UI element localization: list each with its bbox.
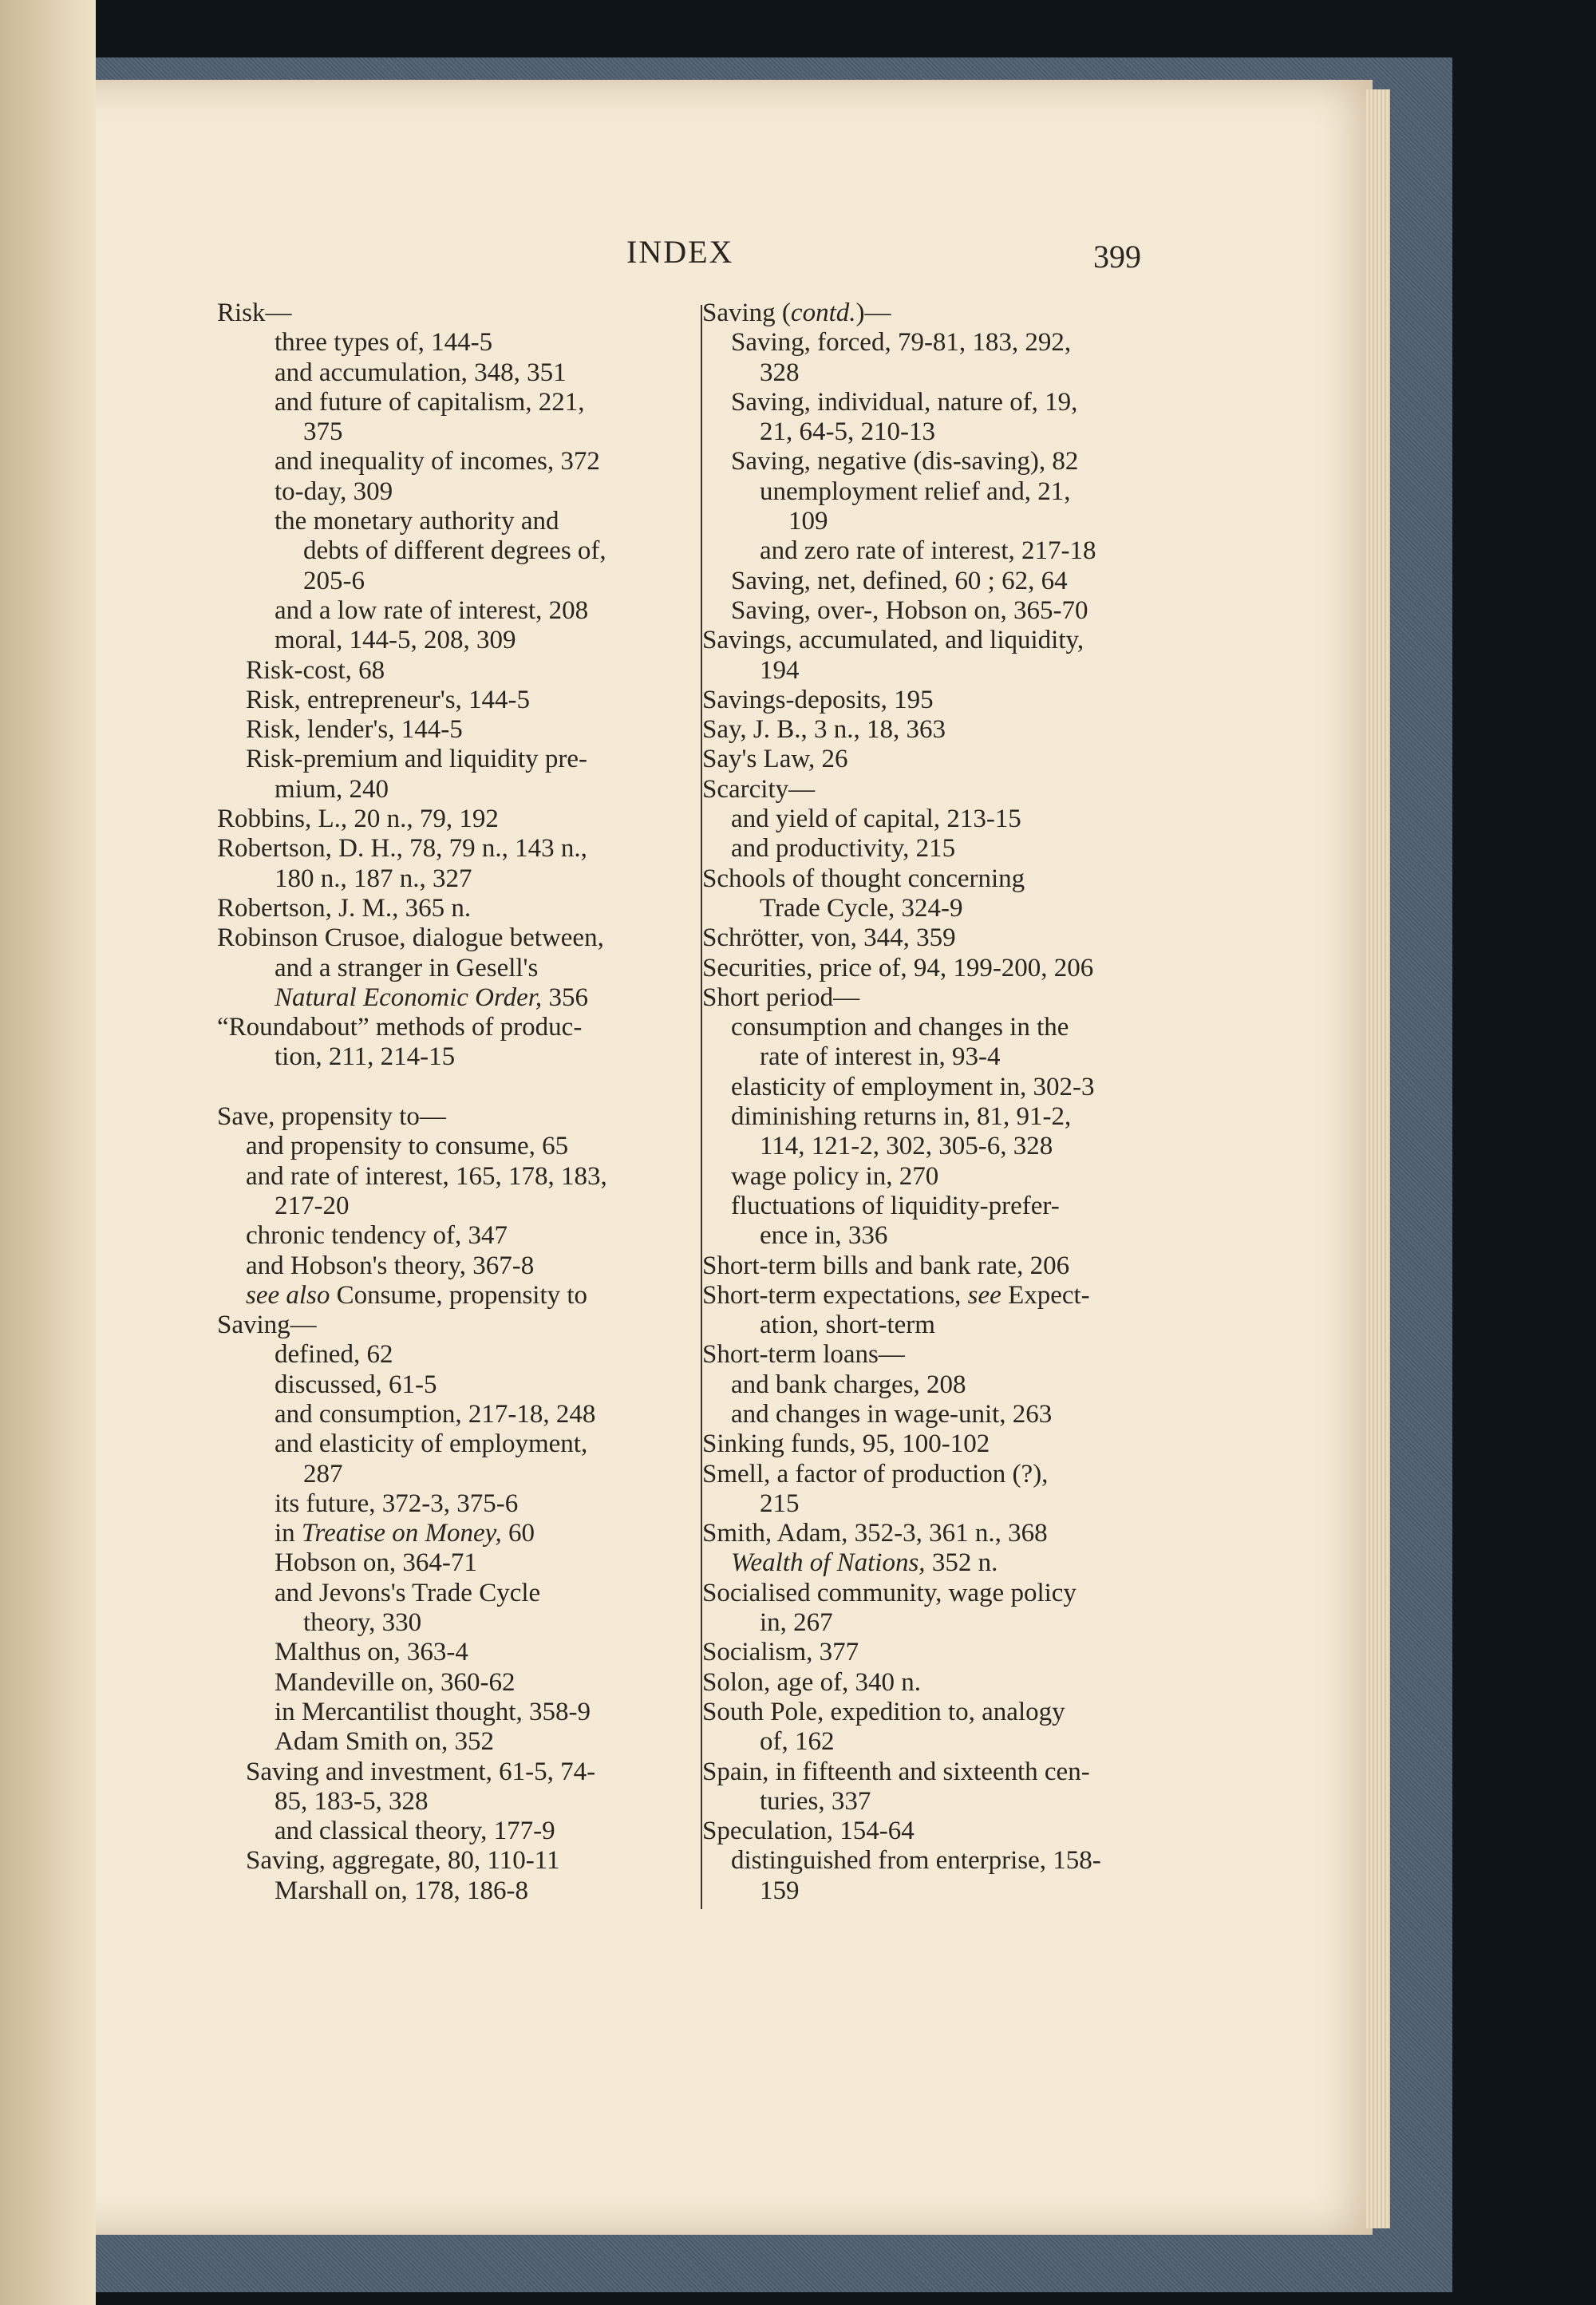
contd-marker: contd.	[790, 299, 856, 327]
index-subentry: consumption and changes in the	[731, 1013, 1069, 1042]
index-subentry	[217, 1519, 672, 1548]
index-continuation: 21, 64-5, 210-13	[760, 417, 935, 447]
index-continuation: 114, 121-2, 302, 305-6, 328	[760, 1132, 1053, 1161]
index-entry: Spain, in fifteenth and sixteenth cen-	[702, 1757, 1090, 1786]
index-subentry: three types of, 144-5	[275, 328, 493, 358]
index-entry: Saving, negative (dis-saving), 82	[731, 447, 1079, 476]
index-subentry: and a low rate of interest, 208	[275, 595, 589, 625]
index-subentry: and zero rate of interest, 217-18	[760, 536, 1096, 566]
index-subentry: and classical theory, 177-9	[275, 1817, 555, 1846]
index-entry: Saving, over-, Hobson on, 365-70	[731, 595, 1088, 625]
index-subentry: distinguished from enterprise, 158-	[731, 1846, 1101, 1876]
index-entry: Sinking funds, 95, 100-102	[702, 1429, 990, 1459]
index-entry: Save, propensity to—	[217, 1102, 446, 1132]
index-entry: Saving—	[217, 1311, 317, 1340]
index-subentry: discussed, 61-5	[275, 1370, 437, 1399]
spacer	[217, 1073, 672, 1102]
index-continuation: and a stranger in Gesell's	[275, 953, 539, 982]
index-subentry	[217, 1281, 672, 1311]
index-column-left	[217, 299, 672, 1906]
index-continuation: 109	[788, 507, 828, 536]
index-continuation: turies, 337	[760, 1786, 871, 1816]
page-ref: 60	[501, 1519, 535, 1548]
index-entry	[702, 1281, 1165, 1311]
index-entry: Socialism, 377	[702, 1638, 859, 1667]
index-entry: Robbins, L., 20 n., 79, 192	[217, 805, 499, 834]
index-subentry: Mandeville on, 360-62	[275, 1667, 516, 1697]
entry-text: Short-term expectations,	[702, 1280, 968, 1310]
index-entry: Socialised community, wage policy	[702, 1578, 1077, 1607]
index-continuation: 85, 183-5, 328	[275, 1786, 429, 1816]
index-continuation: of, 162	[760, 1727, 835, 1757]
index-entry: Short-term loans—	[702, 1340, 905, 1370]
index-entry: Robertson, J. M., 365 n.	[217, 893, 472, 923]
index-entry	[702, 299, 1165, 328]
index-entry: Say's Law, 26	[702, 745, 848, 774]
index-entry: Speculation, 154-64	[702, 1817, 915, 1846]
page-ref: 356	[542, 982, 588, 1012]
book-title: Wealth of Nations,	[731, 1548, 926, 1578]
page-ref: 352 n.	[925, 1548, 998, 1578]
index-subentry: Adam Smith on, 352	[275, 1727, 495, 1757]
index-continuation: 215	[760, 1489, 800, 1518]
index-entry: Risk-premium and liquidity pre-	[246, 745, 588, 774]
index-continuation: 287	[303, 1459, 343, 1489]
index-continuation	[217, 983, 672, 1013]
index-subentry: and consumption, 217-18, 248	[275, 1399, 596, 1429]
index-subentry: Malthus on, 363-4	[275, 1638, 468, 1667]
index-subentry: to-day, 309	[275, 476, 393, 506]
index-entry: Schrötter, von, 344, 359	[702, 923, 956, 953]
entry-text: Saving (	[702, 299, 791, 327]
index-subentry: and accumulation, 348, 351	[275, 358, 567, 387]
page-number: 399	[1093, 239, 1141, 275]
index-column-right	[702, 299, 1165, 1906]
index-continuation: 205-6	[303, 566, 365, 595]
book-title: Natural Economic Order,	[275, 982, 543, 1012]
index-entry: Say, J. B., 3 n., 18, 363	[702, 715, 946, 745]
running-head	[0, 233, 1596, 281]
index-subentry: elasticity of employment in, 302-3	[731, 1072, 1095, 1101]
index-continuation: 217-20	[275, 1191, 350, 1220]
cross-reference: see	[967, 1280, 1001, 1310]
index-entry: Short-term bills and bank rate, 206	[702, 1251, 1070, 1280]
cross-reference-target: Consume, propensity to	[330, 1280, 588, 1310]
index-entry: Saving, net, defined, 60 ; 62, 64	[731, 566, 1068, 595]
index-entry: Savings, accumulated, and liquidity,	[702, 626, 1084, 655]
index-subentry: and Jevons's Trade Cycle	[275, 1578, 541, 1607]
index-entry: Risk-cost, 68	[246, 655, 385, 685]
index-entry: Schools of thought concerning	[702, 864, 1025, 893]
page-title: INDEX	[626, 234, 734, 270]
index-subentry: moral, 144-5, 208, 309	[275, 626, 516, 655]
index-subentry: in Mercantilist thought, 358-9	[275, 1697, 591, 1726]
page-edges	[1366, 89, 1390, 2228]
index-continuation: debts of different degrees of,	[303, 536, 606, 566]
index-entry: South Pole, expedition to, analogy	[702, 1697, 1065, 1726]
index-continuation: tion, 211, 214-15	[275, 1042, 456, 1072]
index-entry: Risk—	[217, 299, 292, 327]
index-entry: Smith, Adam, 352-3, 361 n., 368	[702, 1519, 1048, 1548]
index-continuation: theory, 330	[303, 1608, 422, 1638]
index-subentry: chronic tendency of, 347	[246, 1221, 508, 1251]
index-subentry: and bank charges, 208	[731, 1370, 966, 1399]
index-subentry	[702, 1548, 1165, 1578]
index-subentry: and productivity, 215	[731, 834, 956, 864]
index-continuation: mium, 240	[275, 774, 389, 804]
index-entry: Saving, individual, nature of, 19,	[731, 387, 1078, 417]
index-subentry: and rate of interest, 165, 178, 183,	[246, 1161, 607, 1191]
entry-text: Expect-	[1001, 1280, 1090, 1310]
index-subentry: and inequality of incomes, 372	[275, 447, 600, 476]
index-entry: Risk, entrepreneur's, 144-5	[246, 685, 531, 714]
index-subentry: and yield of capital, 213-15	[731, 805, 1021, 834]
index-continuation: rate of interest in, 93-4	[760, 1042, 1001, 1072]
entry-text: )—	[855, 299, 891, 327]
index-subentry: defined, 62	[275, 1340, 393, 1370]
book-title: Treatise on Money,	[301, 1519, 502, 1548]
index-entry: Smell, a factor of production (?),	[702, 1459, 1049, 1489]
index-continuation: 375	[303, 417, 343, 447]
index-subentry: diminishing returns in, 81, 91-2,	[731, 1102, 1072, 1132]
index-subentry: and propensity to consume, 65	[246, 1132, 569, 1161]
index-entry: Saving and investment, 61-5, 74-	[246, 1757, 596, 1786]
index-subentry: Marshall on, 178, 186-8	[275, 1876, 529, 1905]
index-continuation: ation, short-term	[760, 1311, 935, 1340]
index-subentry: its future, 372-3, 375-6	[275, 1489, 519, 1518]
index-entry: “Roundabout” methods of produc-	[217, 1013, 583, 1042]
index-continuation: 159	[760, 1876, 800, 1905]
index-continuation: ence in, 336	[760, 1221, 888, 1251]
index-entry: Scarcity—	[702, 774, 816, 804]
index-entry: Saving, forced, 79-81, 183, 292,	[731, 328, 1072, 358]
index-entry: Short period—	[702, 982, 860, 1012]
index-entry: Savings-deposits, 195	[702, 685, 934, 714]
index-subentry: fluctuations of liquidity-prefer-	[731, 1191, 1060, 1220]
index-subentry: and changes in wage-unit, 263	[731, 1399, 1053, 1429]
index-entry: Risk, lender's, 144-5	[246, 715, 463, 745]
subentry-prefix: in	[275, 1519, 302, 1548]
index-entry: Securities, price of, 94, 199-200, 206	[702, 953, 1094, 982]
index-subentry: unemployment relief and, 21,	[760, 476, 1071, 506]
index-subentry: wage policy in, 270	[731, 1161, 939, 1191]
index-continuation: Trade Cycle, 324-9	[760, 893, 963, 923]
index-continuation: in, 267	[760, 1608, 833, 1638]
index-subentry: and Hobson's theory, 367-8	[246, 1251, 535, 1280]
index-continuation: 328	[760, 358, 800, 387]
index-continuation: 180 n., 187 n., 327	[275, 864, 472, 893]
index-continuation: 194	[760, 655, 800, 685]
index-subentry: and elasticity of employment,	[275, 1429, 588, 1459]
index-subentry: the monetary authority and	[275, 507, 559, 536]
index-entry: Robertson, D. H., 78, 79 n., 143 n.,	[217, 834, 587, 864]
index-entry: Saving, aggregate, 80, 110-11	[246, 1846, 560, 1876]
cross-reference: see also	[246, 1280, 330, 1310]
index-entry: Solon, age of, 340 n.	[702, 1667, 922, 1697]
previous-page-edge	[0, 0, 96, 2305]
index-entry: Robinson Crusoe, dialogue between,	[217, 923, 604, 953]
index-subentry: Hobson on, 364-71	[275, 1548, 477, 1578]
index-subentry: and future of capitalism, 221,	[275, 387, 585, 417]
